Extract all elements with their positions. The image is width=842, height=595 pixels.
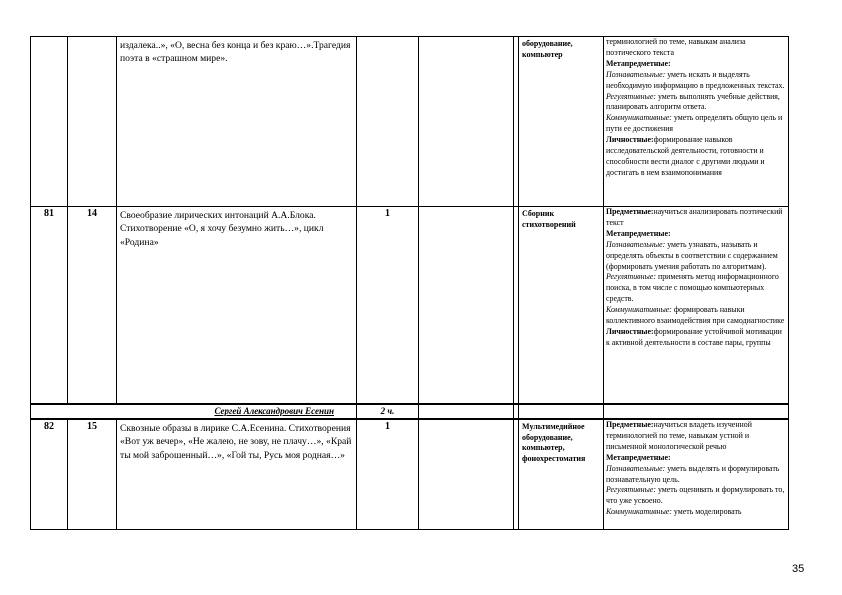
lesson-topic: издалека..», «О, весна без конца и без краю…».Трагедия поэта в «страшном мире».	[117, 37, 357, 207]
empty-cell	[604, 404, 789, 420]
result-line: Регулятивные: уметь оценивать и формулировать то, что уже усвоено.	[606, 485, 785, 506]
lesson-number	[31, 37, 68, 207]
result-line: Метапредметные:	[606, 58, 671, 68]
result-line: Познавательные: уметь узнавать, называть и определять объекты в соответствии с содержанием (формировать умения работать по алгоритмам).	[606, 239, 778, 271]
result-line: Предметные:научиться владеть изученной терминологией по теме, навыкам устной и письменной монологической речью	[606, 420, 752, 451]
lesson-plan-table	[30, 36, 789, 530]
result-line: терминологией по теме, навыкам анализа поэтического текста	[606, 37, 746, 57]
result-line: Познавательные: уметь выделять и формулировать познавательную цель.	[606, 463, 780, 484]
result-line: Коммуникативные: уметь моделировать	[606, 507, 742, 517]
lesson-equipment: Мультимедийное оборудование, компьютер, фонохрестоматия	[519, 419, 604, 529]
result-line: Метапредметные:	[606, 452, 671, 462]
empty-cell	[419, 37, 514, 207]
lesson-results	[604, 419, 789, 529]
result-line: Регулятивные: уметь выполнять учебные действия, планировать алгоритм ответа.	[606, 91, 780, 112]
lesson-index	[68, 37, 117, 207]
table-row	[31, 207, 789, 404]
result-line: Личностные:формирование навыков исследовательской деятельности, готовности и способности вести диалог с другими людьми и достигать в нем взаимопонимания	[606, 135, 765, 177]
table-row	[31, 419, 789, 529]
lesson-topic: Своеобразие лирических интонаций А.А.Блока. Стихотворение «О, я хочу безумно жить…», цикл «Родина»	[117, 207, 357, 404]
lesson-equipment: оборудование, компьютер	[519, 37, 604, 207]
lesson-results	[604, 207, 789, 404]
empty-cell	[419, 404, 514, 420]
result-line: Познавательные: уметь искать и выделять необходимую информацию в предложенных текстах.	[606, 69, 785, 90]
lesson-topic: Сквозные образы в лирике С.А.Есенина. Стихотворения «Вот уж вечер», «Не жалею, не зову, не плачу…», «Край ты мой заброшенный…», «Гой ты, Русь моя родная…»	[117, 419, 357, 529]
table-row	[31, 37, 789, 207]
lesson-hours	[357, 37, 419, 207]
lesson-index: 15	[68, 419, 117, 529]
section-hours: 2 ч.	[380, 405, 395, 416]
empty-cell	[419, 207, 514, 404]
result-line: Метапредметные:	[606, 228, 671, 238]
lesson-number: 81	[31, 207, 68, 404]
lesson-number: 82	[31, 419, 68, 529]
result-line: Регулятивные: применять метод информационного поиска, в том числе с помощью компьютерных средств.	[606, 272, 779, 304]
page-number: 35	[792, 563, 805, 575]
result-line: Предметные:научиться анализировать поэтический текст	[606, 207, 783, 227]
lesson-equipment: Сборник стихотворений	[519, 207, 604, 404]
lesson-results	[604, 37, 789, 207]
section-header-row	[31, 404, 789, 420]
empty-cell	[519, 404, 604, 420]
section-author: Сергей Александрович Есенин	[214, 405, 334, 416]
result-line: Коммуникативные: уметь определять общую цель и пути ее достижения	[606, 113, 783, 134]
result-line: Личностные:формирование устойчивой мотивации к активной деятельности в составе пары, группы	[606, 326, 782, 347]
empty-cell	[419, 419, 514, 529]
lesson-hours: 1	[357, 207, 419, 404]
lesson-index: 14	[68, 207, 117, 404]
result-line: Коммуникативные: формировать навыки коллективного взаимодействия при самодиагностике	[606, 305, 785, 326]
lesson-hours: 1	[357, 419, 419, 529]
